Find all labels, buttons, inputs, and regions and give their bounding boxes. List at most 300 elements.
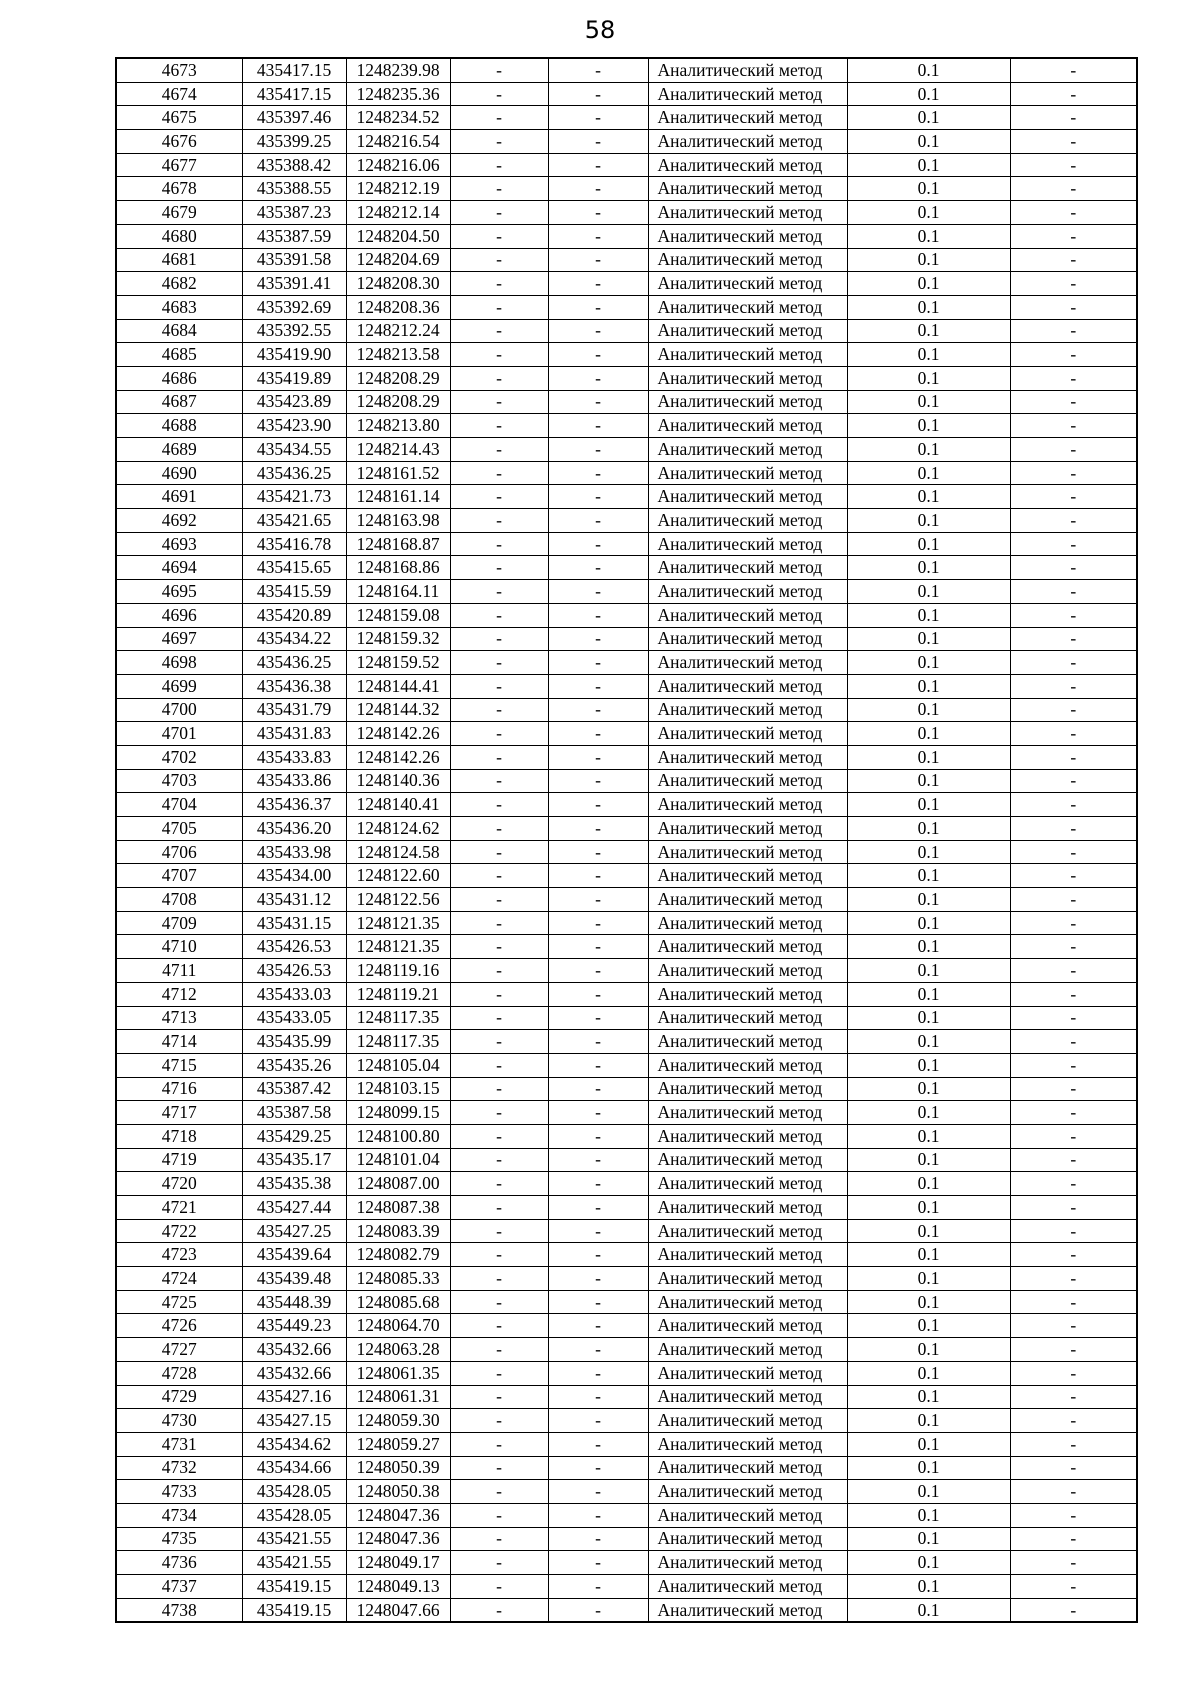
accuracy-cell: 0.1 [847, 722, 1010, 746]
y-coordinate-cell: 1248212.19 [346, 177, 450, 201]
method-cell: Аналитический метод [648, 722, 847, 746]
table-row [116, 1030, 1137, 1054]
x-coordinate-cell: 435415.59 [242, 580, 346, 604]
blank-dash-cell: - [450, 1456, 548, 1480]
y-coordinate-cell: 1248059.30 [346, 1409, 450, 1433]
accuracy-cell: 0.1 [847, 461, 1010, 485]
blank-dash-cell: - [548, 603, 648, 627]
x-coordinate-cell: 435426.53 [242, 959, 346, 983]
accuracy-cell: 0.1 [847, 698, 1010, 722]
blank-dash-cell: - [548, 343, 648, 367]
point-number-cell: 4693 [116, 532, 242, 556]
blank-dash-cell: - [1010, 201, 1137, 225]
method-cell: Аналитический метод [648, 1077, 847, 1101]
blank-dash-cell: - [548, 82, 648, 106]
blank-dash-cell: - [450, 58, 548, 82]
table-row [116, 603, 1137, 627]
point-number-cell: 4683 [116, 295, 242, 319]
method-cell: Аналитический метод [648, 1409, 847, 1433]
blank-dash-cell: - [548, 1124, 648, 1148]
point-number-cell: 4733 [116, 1480, 242, 1504]
method-cell: Аналитический метод [648, 864, 847, 888]
blank-dash-cell: - [450, 1480, 548, 1504]
x-coordinate-cell: 435435.38 [242, 1172, 346, 1196]
x-coordinate-cell: 435433.86 [242, 769, 346, 793]
blank-dash-cell: - [548, 509, 648, 533]
blank-dash-cell: - [450, 1290, 548, 1314]
x-coordinate-cell: 435449.23 [242, 1314, 346, 1338]
blank-dash-cell: - [548, 414, 648, 438]
table-row [116, 651, 1137, 675]
method-cell: Аналитический метод [648, 58, 847, 82]
accuracy-cell: 0.1 [847, 130, 1010, 154]
table-row [116, 390, 1137, 414]
table-row [116, 1598, 1137, 1622]
blank-dash-cell: - [450, 580, 548, 604]
table-row [116, 201, 1137, 225]
point-number-cell: 4686 [116, 366, 242, 390]
y-coordinate-cell: 1248234.52 [346, 106, 450, 130]
blank-dash-cell: - [548, 438, 648, 462]
point-number-cell: 4682 [116, 272, 242, 296]
table-row [116, 580, 1137, 604]
x-coordinate-cell: 435436.38 [242, 674, 346, 698]
accuracy-cell: 0.1 [847, 1290, 1010, 1314]
method-cell: Аналитический метод [648, 959, 847, 983]
x-coordinate-cell: 435419.15 [242, 1598, 346, 1622]
blank-dash-cell: - [450, 1006, 548, 1030]
blank-dash-cell: - [548, 911, 648, 935]
accuracy-cell: 0.1 [847, 1030, 1010, 1054]
y-coordinate-cell: 1248140.36 [346, 769, 450, 793]
y-coordinate-cell: 1248208.36 [346, 295, 450, 319]
blank-dash-cell: - [548, 769, 648, 793]
y-coordinate-cell: 1248049.13 [346, 1575, 450, 1599]
point-number-cell: 4731 [116, 1432, 242, 1456]
x-coordinate-cell: 435435.26 [242, 1053, 346, 1077]
blank-dash-cell: - [548, 722, 648, 746]
y-coordinate-cell: 1248063.28 [346, 1338, 450, 1362]
method-cell: Аналитический метод [648, 911, 847, 935]
blank-dash-cell: - [548, 745, 648, 769]
blank-dash-cell: - [1010, 1409, 1137, 1433]
table-row [116, 295, 1137, 319]
x-coordinate-cell: 435448.39 [242, 1290, 346, 1314]
blank-dash-cell: - [1010, 224, 1137, 248]
blank-dash-cell: - [548, 556, 648, 580]
method-cell: Аналитический метод [648, 1361, 847, 1385]
accuracy-cell: 0.1 [847, 817, 1010, 841]
method-cell: Аналитический метод [648, 935, 847, 959]
accuracy-cell: 0.1 [847, 556, 1010, 580]
coordinates-table [115, 57, 1138, 1623]
x-coordinate-cell: 435427.25 [242, 1219, 346, 1243]
blank-dash-cell: - [1010, 248, 1137, 272]
accuracy-cell: 0.1 [847, 82, 1010, 106]
point-number-cell: 4697 [116, 627, 242, 651]
blank-dash-cell: - [450, 793, 548, 817]
y-coordinate-cell: 1248119.16 [346, 959, 450, 983]
accuracy-cell: 0.1 [847, 248, 1010, 272]
table-row [116, 366, 1137, 390]
point-number-cell: 4736 [116, 1551, 242, 1575]
point-number-cell: 4725 [116, 1290, 242, 1314]
y-coordinate-cell: 1248119.21 [346, 982, 450, 1006]
blank-dash-cell: - [1010, 1148, 1137, 1172]
blank-dash-cell: - [450, 1338, 548, 1362]
point-number-cell: 4724 [116, 1267, 242, 1291]
blank-dash-cell: - [450, 248, 548, 272]
blank-dash-cell: - [450, 959, 548, 983]
blank-dash-cell: - [548, 1409, 648, 1433]
accuracy-cell: 0.1 [847, 414, 1010, 438]
blank-dash-cell: - [450, 651, 548, 675]
blank-dash-cell: - [450, 461, 548, 485]
method-cell: Аналитический метод [648, 1196, 847, 1220]
blank-dash-cell: - [1010, 106, 1137, 130]
y-coordinate-cell: 1248161.14 [346, 485, 450, 509]
method-cell: Аналитический метод [648, 1219, 847, 1243]
method-cell: Аналитический метод [648, 1598, 847, 1622]
blank-dash-cell: - [450, 840, 548, 864]
accuracy-cell: 0.1 [847, 272, 1010, 296]
x-coordinate-cell: 435431.15 [242, 911, 346, 935]
blank-dash-cell: - [1010, 1385, 1137, 1409]
y-coordinate-cell: 1248216.06 [346, 153, 450, 177]
blank-dash-cell: - [450, 295, 548, 319]
accuracy-cell: 0.1 [847, 1148, 1010, 1172]
blank-dash-cell: - [1010, 793, 1137, 817]
blank-dash-cell: - [548, 272, 648, 296]
blank-dash-cell: - [450, 1361, 548, 1385]
y-coordinate-cell: 1248161.52 [346, 461, 450, 485]
blank-dash-cell: - [1010, 817, 1137, 841]
accuracy-cell: 0.1 [847, 982, 1010, 1006]
y-coordinate-cell: 1248085.33 [346, 1267, 450, 1291]
accuracy-cell: 0.1 [847, 319, 1010, 343]
y-coordinate-cell: 1248121.35 [346, 935, 450, 959]
point-number-cell: 4708 [116, 888, 242, 912]
blank-dash-cell: - [548, 201, 648, 225]
accuracy-cell: 0.1 [847, 1527, 1010, 1551]
method-cell: Аналитический метод [648, 390, 847, 414]
accuracy-cell: 0.1 [847, 509, 1010, 533]
table-row [116, 319, 1137, 343]
blank-dash-cell: - [1010, 1196, 1137, 1220]
blank-dash-cell: - [548, 1503, 648, 1527]
blank-dash-cell: - [1010, 319, 1137, 343]
method-cell: Аналитический метод [648, 461, 847, 485]
table-row [116, 982, 1137, 1006]
accuracy-cell: 0.1 [847, 1219, 1010, 1243]
blank-dash-cell: - [1010, 1124, 1137, 1148]
blank-dash-cell: - [450, 390, 548, 414]
y-coordinate-cell: 1248059.27 [346, 1432, 450, 1456]
point-number-cell: 4694 [116, 556, 242, 580]
blank-dash-cell: - [1010, 674, 1137, 698]
x-coordinate-cell: 435439.64 [242, 1243, 346, 1267]
table-row [116, 1053, 1137, 1077]
y-coordinate-cell: 1248122.60 [346, 864, 450, 888]
blank-dash-cell: - [548, 817, 648, 841]
x-coordinate-cell: 435421.73 [242, 485, 346, 509]
table-row [116, 674, 1137, 698]
method-cell: Аналитический метод [648, 1124, 847, 1148]
accuracy-cell: 0.1 [847, 1314, 1010, 1338]
method-cell: Аналитический метод [648, 295, 847, 319]
blank-dash-cell: - [548, 959, 648, 983]
table-row [116, 177, 1137, 201]
point-number-cell: 4718 [116, 1124, 242, 1148]
accuracy-cell: 0.1 [847, 1409, 1010, 1433]
accuracy-cell: 0.1 [847, 1480, 1010, 1504]
table-row [116, 959, 1137, 983]
y-coordinate-cell: 1248212.14 [346, 201, 450, 225]
point-number-cell: 4692 [116, 509, 242, 533]
blank-dash-cell: - [450, 177, 548, 201]
point-number-cell: 4704 [116, 793, 242, 817]
point-number-cell: 4685 [116, 343, 242, 367]
accuracy-cell: 0.1 [847, 911, 1010, 935]
accuracy-cell: 0.1 [847, 1575, 1010, 1599]
point-number-cell: 4723 [116, 1243, 242, 1267]
y-coordinate-cell: 1248117.35 [346, 1006, 450, 1030]
blank-dash-cell: - [548, 1148, 648, 1172]
blank-dash-cell: - [1010, 1290, 1137, 1314]
blank-dash-cell: - [548, 864, 648, 888]
x-coordinate-cell: 435417.15 [242, 82, 346, 106]
accuracy-cell: 0.1 [847, 58, 1010, 82]
blank-dash-cell: - [548, 177, 648, 201]
x-coordinate-cell: 435392.69 [242, 295, 346, 319]
table-row [116, 745, 1137, 769]
blank-dash-cell: - [1010, 769, 1137, 793]
method-cell: Аналитический метод [648, 745, 847, 769]
accuracy-cell: 0.1 [847, 793, 1010, 817]
table-row [116, 1385, 1137, 1409]
blank-dash-cell: - [1010, 911, 1137, 935]
blank-dash-cell: - [548, 651, 648, 675]
y-coordinate-cell: 1248124.62 [346, 817, 450, 841]
x-coordinate-cell: 435427.44 [242, 1196, 346, 1220]
method-cell: Аналитический метод [648, 840, 847, 864]
method-cell: Аналитический метод [648, 1385, 847, 1409]
blank-dash-cell: - [548, 1456, 648, 1480]
x-coordinate-cell: 435421.55 [242, 1551, 346, 1575]
x-coordinate-cell: 435429.25 [242, 1124, 346, 1148]
blank-dash-cell: - [450, 982, 548, 1006]
table-row [116, 1172, 1137, 1196]
blank-dash-cell: - [1010, 698, 1137, 722]
x-coordinate-cell: 435387.58 [242, 1101, 346, 1125]
table-row [116, 414, 1137, 438]
point-number-cell: 4713 [116, 1006, 242, 1030]
table-row [116, 1290, 1137, 1314]
blank-dash-cell: - [1010, 1527, 1137, 1551]
accuracy-cell: 0.1 [847, 888, 1010, 912]
x-coordinate-cell: 435387.59 [242, 224, 346, 248]
y-coordinate-cell: 1248208.29 [346, 366, 450, 390]
blank-dash-cell: - [1010, 603, 1137, 627]
blank-dash-cell: - [450, 1148, 548, 1172]
blank-dash-cell: - [450, 1409, 548, 1433]
blank-dash-cell: - [450, 1077, 548, 1101]
method-cell: Аналитический метод [648, 556, 847, 580]
table-row [116, 1314, 1137, 1338]
blank-dash-cell: - [450, 532, 548, 556]
method-cell: Аналитический метод [648, 1338, 847, 1362]
blank-dash-cell: - [548, 1196, 648, 1220]
accuracy-cell: 0.1 [847, 627, 1010, 651]
blank-dash-cell: - [1010, 580, 1137, 604]
point-number-cell: 4699 [116, 674, 242, 698]
blank-dash-cell: - [1010, 651, 1137, 675]
point-number-cell: 4698 [116, 651, 242, 675]
blank-dash-cell: - [1010, 414, 1137, 438]
point-number-cell: 4716 [116, 1077, 242, 1101]
blank-dash-cell: - [1010, 627, 1137, 651]
accuracy-cell: 0.1 [847, 1361, 1010, 1385]
blank-dash-cell: - [548, 366, 648, 390]
blank-dash-cell: - [1010, 1006, 1137, 1030]
blank-dash-cell: - [548, 888, 648, 912]
blank-dash-cell: - [1010, 722, 1137, 746]
blank-dash-cell: - [548, 390, 648, 414]
x-coordinate-cell: 435436.37 [242, 793, 346, 817]
blank-dash-cell: - [1010, 1267, 1137, 1291]
x-coordinate-cell: 435433.03 [242, 982, 346, 1006]
method-cell: Аналитический метод [648, 248, 847, 272]
method-cell: Аналитический метод [648, 201, 847, 225]
blank-dash-cell: - [548, 106, 648, 130]
point-number-cell: 4677 [116, 153, 242, 177]
point-number-cell: 4705 [116, 817, 242, 841]
accuracy-cell: 0.1 [847, 1432, 1010, 1456]
y-coordinate-cell: 1248047.36 [346, 1503, 450, 1527]
x-coordinate-cell: 435439.48 [242, 1267, 346, 1291]
x-coordinate-cell: 435436.25 [242, 461, 346, 485]
blank-dash-cell: - [1010, 485, 1137, 509]
blank-dash-cell: - [548, 1219, 648, 1243]
blank-dash-cell: - [548, 1243, 648, 1267]
point-number-cell: 4728 [116, 1361, 242, 1385]
table-row [116, 248, 1137, 272]
table-row [116, 888, 1137, 912]
x-coordinate-cell: 435428.05 [242, 1503, 346, 1527]
blank-dash-cell: - [450, 1172, 548, 1196]
method-cell: Аналитический метод [648, 674, 847, 698]
page-number: 58 [584, 16, 616, 44]
point-number-cell: 4684 [116, 319, 242, 343]
x-coordinate-cell: 435428.05 [242, 1480, 346, 1504]
blank-dash-cell: - [450, 1219, 548, 1243]
blank-dash-cell: - [548, 840, 648, 864]
accuracy-cell: 0.1 [847, 177, 1010, 201]
table-row [116, 82, 1137, 106]
point-number-cell: 4678 [116, 177, 242, 201]
blank-dash-cell: - [548, 627, 648, 651]
accuracy-cell: 0.1 [847, 935, 1010, 959]
method-cell: Аналитический метод [648, 698, 847, 722]
blank-dash-cell: - [548, 674, 648, 698]
blank-dash-cell: - [548, 1077, 648, 1101]
blank-dash-cell: - [1010, 864, 1137, 888]
table-row [116, 793, 1137, 817]
blank-dash-cell: - [548, 1314, 648, 1338]
blank-dash-cell: - [450, 1503, 548, 1527]
x-coordinate-cell: 435423.90 [242, 414, 346, 438]
accuracy-cell: 0.1 [847, 1503, 1010, 1527]
blank-dash-cell: - [548, 793, 648, 817]
y-coordinate-cell: 1248105.04 [346, 1053, 450, 1077]
table-row [116, 1503, 1137, 1527]
method-cell: Аналитический метод [648, 1432, 847, 1456]
y-coordinate-cell: 1248140.41 [346, 793, 450, 817]
y-coordinate-cell: 1248050.39 [346, 1456, 450, 1480]
y-coordinate-cell: 1248144.32 [346, 698, 450, 722]
point-number-cell: 4729 [116, 1385, 242, 1409]
point-number-cell: 4696 [116, 603, 242, 627]
blank-dash-cell: - [548, 1575, 648, 1599]
accuracy-cell: 0.1 [847, 1243, 1010, 1267]
blank-dash-cell: - [548, 461, 648, 485]
table-row [116, 1432, 1137, 1456]
accuracy-cell: 0.1 [847, 603, 1010, 627]
table-row [116, 1267, 1137, 1291]
y-coordinate-cell: 1248204.69 [346, 248, 450, 272]
y-coordinate-cell: 1248208.29 [346, 390, 450, 414]
blank-dash-cell: - [450, 153, 548, 177]
blank-dash-cell: - [548, 1006, 648, 1030]
blank-dash-cell: - [450, 1598, 548, 1622]
table-row [116, 461, 1137, 485]
blank-dash-cell: - [548, 1385, 648, 1409]
x-coordinate-cell: 435421.55 [242, 1527, 346, 1551]
accuracy-cell: 0.1 [847, 769, 1010, 793]
blank-dash-cell: - [450, 1432, 548, 1456]
point-number-cell: 4674 [116, 82, 242, 106]
blank-dash-cell: - [1010, 1243, 1137, 1267]
blank-dash-cell: - [450, 366, 548, 390]
method-cell: Аналитический метод [648, 1527, 847, 1551]
blank-dash-cell: - [1010, 1432, 1137, 1456]
table-row [116, 130, 1137, 154]
point-number-cell: 4673 [116, 58, 242, 82]
accuracy-cell: 0.1 [847, 651, 1010, 675]
x-coordinate-cell: 435419.90 [242, 343, 346, 367]
table-row [116, 840, 1137, 864]
table-row [116, 153, 1137, 177]
table-row [116, 106, 1137, 130]
x-coordinate-cell: 435387.42 [242, 1077, 346, 1101]
blank-dash-cell: - [450, 911, 548, 935]
point-number-cell: 4712 [116, 982, 242, 1006]
point-number-cell: 4680 [116, 224, 242, 248]
x-coordinate-cell: 435426.53 [242, 935, 346, 959]
x-coordinate-cell: 435436.25 [242, 651, 346, 675]
blank-dash-cell: - [450, 224, 548, 248]
x-coordinate-cell: 435421.65 [242, 509, 346, 533]
accuracy-cell: 0.1 [847, 106, 1010, 130]
blank-dash-cell: - [450, 1196, 548, 1220]
table-row [116, 1148, 1137, 1172]
method-cell: Аналитический метод [648, 1290, 847, 1314]
blank-dash-cell: - [1010, 959, 1137, 983]
table-row [116, 1551, 1137, 1575]
point-number-cell: 4711 [116, 959, 242, 983]
x-coordinate-cell: 435391.58 [242, 248, 346, 272]
blank-dash-cell: - [548, 1527, 648, 1551]
